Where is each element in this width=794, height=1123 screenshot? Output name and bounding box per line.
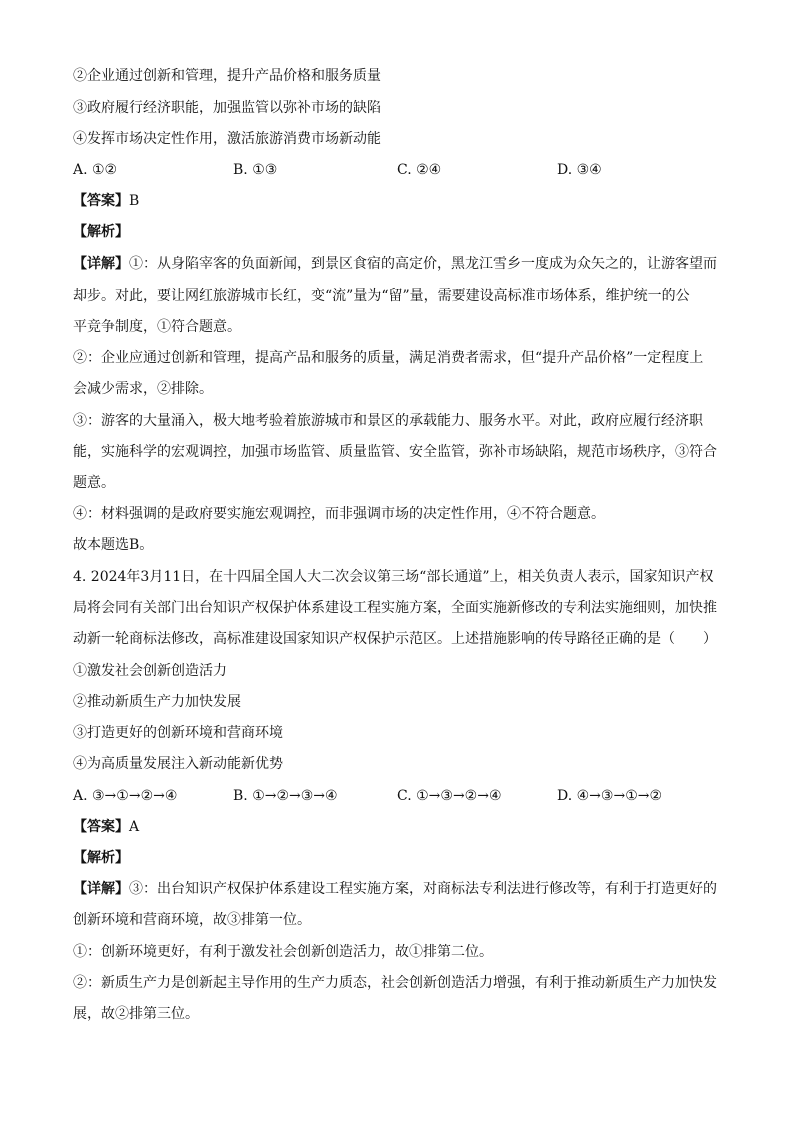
detail-label: 【详解】 bbox=[73, 881, 129, 897]
q3-option-4: ④发挥市场决定性作用，激活旅游消费市场新动能 bbox=[73, 131, 381, 147]
q4-choice-c: C. ①→③→②→④ bbox=[397, 788, 502, 804]
q4-detail-line-2: 创新环境和营商环境，故③排第一位。 bbox=[73, 912, 311, 928]
q4-choice-b: B. ①→②→③→④ bbox=[233, 788, 338, 804]
q4-item-1: ①激发社会创新创造活力 bbox=[73, 663, 227, 679]
answer-value: B bbox=[129, 193, 140, 209]
answer-label: 【答案】 bbox=[73, 193, 129, 209]
q3-detail-line-1: 【详解】①：从身陷宰客的负面新闻，到景区食宿的高定价，黑龙江雪乡一度成为众矢之的，让游客望而 bbox=[73, 256, 717, 272]
answer-value: A bbox=[129, 819, 140, 835]
q3-detail-line-7: 能，实施科学的宏观调控，加强市场监管、质量监管、安全监管，弥补市场缺陷，规范市场秩序，③符合 bbox=[73, 444, 717, 460]
q3-detail-line-2: 却步。对此，要让网红旅游城市长红，变“流”量为“留”量，需要建设高标准市场体系，维护统一的公 bbox=[73, 288, 690, 304]
q3-conclusion: 故本题选B。 bbox=[73, 537, 154, 553]
q4-answer bbox=[73, 817, 139, 837]
q4-detail-line-3: ①：创新环境更好，有利于激发社会创新创造活力，故①排第二位。 bbox=[73, 944, 493, 960]
q3-detail-line-9: ④：材料强调的是政府要实施宏观调控，而非强调市场的决定性作用，④不符合题意。 bbox=[73, 506, 605, 522]
answer-label: 【答案】 bbox=[73, 819, 129, 835]
q4-detail-line-5: 展，故②排第三位。 bbox=[73, 1006, 199, 1022]
q3-choice-a: A. ①② bbox=[73, 162, 118, 178]
q3-option-3: ③政府履行经济职能，加强监管以弥补市场的缺陷 bbox=[73, 100, 381, 116]
q3-option-2: ②企业通过创新和管理，提升产品价格和服务质量 bbox=[73, 68, 381, 84]
q3-choice-c: C. ②④ bbox=[397, 162, 442, 178]
q4-stem-line-1: 4. 2024年3月11日，在十四届全国人大二次会议第三场“部长通道”上，相关负责人表示，国家知识产权 bbox=[73, 569, 714, 585]
q4-detail-line-4: ②：新质生产力是创新起主导作用的生产力质态，社会创新创造活力增强，有利于推动新质生产力加快发 bbox=[73, 975, 717, 991]
q3-choice-b: B. ①③ bbox=[233, 162, 278, 178]
q4-item-4: ④为高质量发展注入新动能新优势 bbox=[73, 756, 283, 772]
q4-choice-a: A. ③→①→②→④ bbox=[73, 788, 178, 804]
q3-detail-line-3: 平竞争制度，①符合题意。 bbox=[73, 319, 241, 335]
detail-label: 【详解】 bbox=[73, 256, 129, 272]
q4-item-2: ②推动新质生产力加快发展 bbox=[73, 694, 241, 710]
q3-detail-line-6: ③：游客的大量涌入，极大地考验着旅游城市和景区的承载能力、服务水平。对此，政府应履行经济职 bbox=[73, 413, 703, 429]
q4-stem-line-2: 局将会同有关部门出台知识产权保护体系建设工程实施方案，全面实施新修改的专利法实施细则，加快推 bbox=[73, 600, 717, 616]
q4-choice-d: D. ④→③→①→② bbox=[557, 788, 663, 804]
q3-detail-line-4: ②：企业应通过创新和管理，提高产品和服务的质量，满足消费者需求，但“提升产品价格”一定程度上 bbox=[73, 350, 704, 366]
q4-stem-line-3: 动新一轮商标法修改，高标准建设国家知识产权保护示范区。上述措施影响的传导路径正确的是（ ） bbox=[73, 631, 717, 647]
q3-detail-line-5: 会减少需求，②排除。 bbox=[73, 381, 213, 397]
q4-item-3: ③打造更好的创新环境和营商环境 bbox=[73, 725, 283, 741]
q3-detail-line-8: 题意。 bbox=[73, 475, 115, 491]
q3-choice-d: D. ③④ bbox=[557, 162, 602, 178]
q3-answer bbox=[73, 191, 139, 211]
q4-detail-line-1: 【详解】③：出台知识产权保护体系建设工程实施方案，对商标法专利法进行修改等，有利于打造更好的 bbox=[73, 881, 717, 897]
q4-analysis-label: 【解析】 bbox=[73, 850, 129, 866]
q3-analysis-label: 【解析】 bbox=[73, 224, 129, 240]
